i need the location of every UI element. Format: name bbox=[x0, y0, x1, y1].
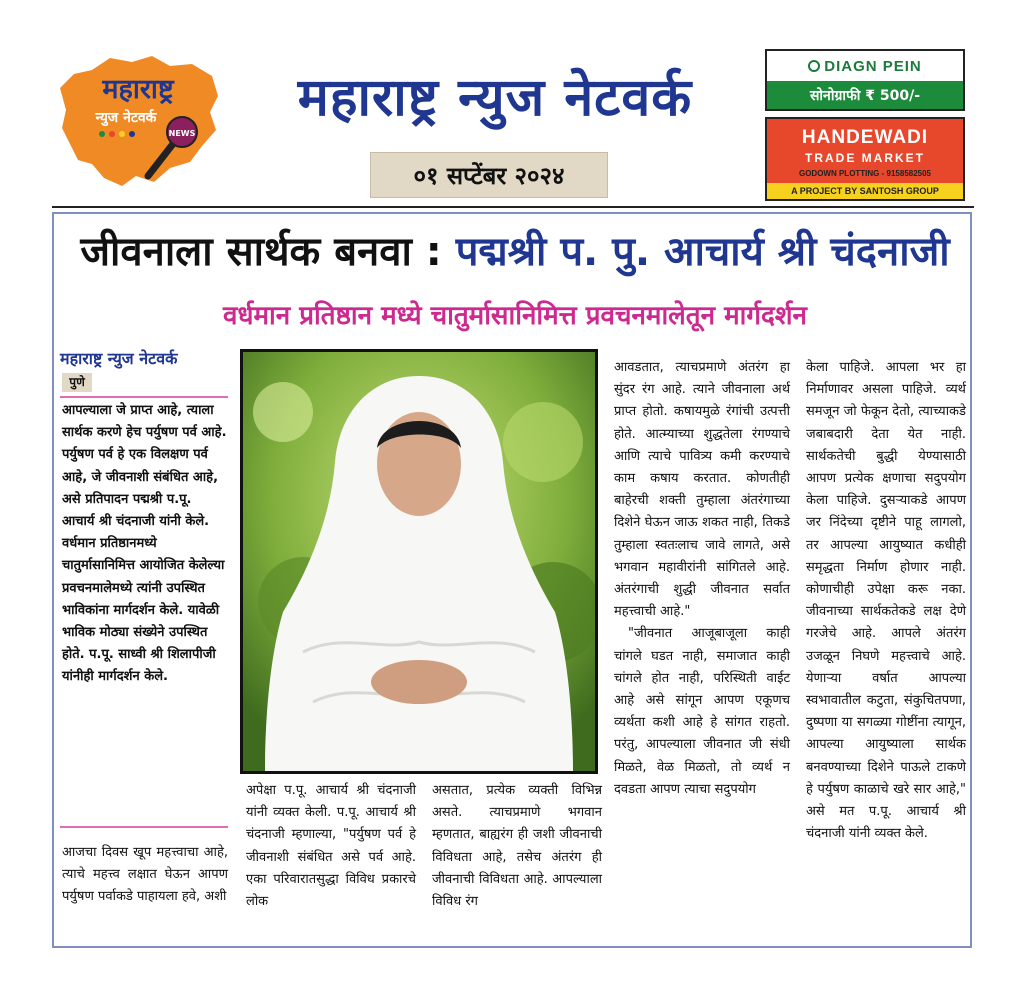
intro-paragraph: आपल्याला जे प्राप्त आहे, त्याला सार्थक करणे हेच पर्युषण पर्व आहे. पर्युषण पर्व हे एक विलक्षण पर्व आहे, जे जीवनाशी संबंधित आहे, असे प्रतिपादन पद्मश्री प.पू. आचार्य श्री चंदनाजी यांनी केले. वर्धमान प्रतिष्ठानमध्ये चातुर्मासानिमित्त आयोजित केलेल्या प्रवचनमालेमध्ये त्यांनी उपस्थित भाविकांना मार्गदर्शन केले. यावेळी भाविक मोठ्या संख्येने उपस्थित होते. प.पू. साध्वी श्री शिलापीजी यांनीही मार्गदर्शन केले. bbox=[62, 403, 227, 685]
article-photo bbox=[240, 349, 598, 774]
column-4-text bbox=[614, 357, 790, 801]
column-1-paragraph: आजचा दिवस खूप महत्त्वाचा आहे, त्याचे महत्त्व लक्षात घेऊन आपण पर्युषण पर्वाकडे पाहायला हवे, अशी bbox=[62, 845, 228, 905]
column-5-paragraph: केला पाहिजे. आपला भर हा निर्माणावर असला पाहिजे. व्यर्थ समजून जो फेकून देतो, त्याच्याकडे जबाबदारी देता येत नाही. सार्थकतेची बुद्धी येण्यासाठी आपण प्रत्येक क्षणाचा सदुपयोग केला पाहिजे. दुसऱ्याकडे आपण जर निंदेच्या दृष्टीने पाहू लागलो, तर आपल्या आयुष्यात कधीही समृद्धता निर्माण होणार नाही. कोणाचीही उपेक्षा करू नका. जीवनाच्या सार्थकतेकडे लक्ष देणे गरजेचे आहे. आपले अंतरंग उजळून निघणे महत्त्वाचे आहे. येणाऱ्या वर्षात आपल्या स्वभावातील कटुता, संकुचितपणा, दुष्पणा या सगळ्या गोष्टींना त्यागून, आपल्या आयुष्याला सार्थक बनवण्याच्या दिशेने पाऊले टाकणे हे पर्युषण काळाचे खरे सार आहे," असे मत प.पू. आचार्य श्री चंदनाजी यांनी व्यक्त केले. bbox=[806, 360, 966, 842]
ad-diagnopein-offer: सोनोग्राफी ₹ 500/- bbox=[767, 81, 963, 109]
headline-main: जीवनाला सार्थक बनवा : bbox=[80, 229, 456, 275]
column-3-text bbox=[432, 780, 602, 913]
column-4-paragraph-1: आवडतात, त्याचप्रमाणे अंतरंग हा सुंदर रंग आहे. त्याने जीवनाला अर्थ प्राप्त होतो. कषायमुळे रंगांची उत्पत्ती होते. आत्म्याच्या शुद्धतेला रंगण्याचे आणि त्याचे पावित्र्य कमी करण्याचे काम कषाय करतात. कोणतीही बाहेरची शक्ती तुम्हाला अंतरंगाच्या दिशेने घेऊन जाऊ शकत नाही, तिकडे तुम्हाला स्वतःलाच जावे लागते, असे भगवान महावीरांनी सांगितले आहे. अंतरंगाची शुद्धी जीवनात सर्वात महत्त्वाची आहे." bbox=[614, 360, 790, 620]
column-1-text bbox=[62, 842, 228, 909]
column-2-text bbox=[246, 780, 416, 913]
ad-handewadi-title: HANDEWADI bbox=[801, 127, 929, 148]
ad-diagnopein-brand: DIAGN PEIN bbox=[824, 57, 922, 75]
intro-top-rule bbox=[60, 396, 228, 398]
column-5-text bbox=[806, 357, 966, 845]
logo-title: महाराष्ट्र bbox=[102, 74, 174, 105]
logo-subtitle: न्युज नेटवर्क bbox=[95, 110, 157, 126]
subheadline: वर्धमान प्रतिष्ठान मध्ये चातुर्मासानिमित्त प्रवचनमालेतून मार्गदर्शन bbox=[223, 301, 807, 331]
edition-date: ०१ सप्टेंबर २०२४ bbox=[370, 152, 608, 198]
photo-illustration bbox=[243, 352, 595, 771]
ad-handewadi[interactable] bbox=[765, 117, 965, 201]
ad-handewadi-footer: A PROJECT BY SANTOSH GROUP bbox=[767, 183, 963, 199]
ad-handewadi-phone: GODOWN PLOTTING - 9158582505 bbox=[798, 169, 932, 178]
headline-name: पद्मश्री प. पु. आचार्य श्री चंदनाजी bbox=[455, 229, 950, 275]
column-3-paragraph: असतात, प्रत्येक व्यक्ती विभिन्न असते. त्याचप्रमाणे भगवान म्हणतात, बाह्यरंग ही जशी जीवनाची विविधता आहे, तसेच अंतरंग ही जीवनाची विविधता आहे. आपल्याला विविध रंग bbox=[432, 783, 602, 910]
headline bbox=[60, 222, 970, 277]
intro-bottom-rule bbox=[60, 826, 228, 828]
ad-handewadi-subtitle: TRADE MARKET bbox=[805, 151, 925, 165]
diagnopein-eye-icon bbox=[808, 60, 820, 72]
byline: महाराष्ट्र न्युज नेटवर्क bbox=[60, 349, 178, 368]
masthead-title: महाराष्ट्र न्युज नेटवर्क bbox=[297, 68, 693, 128]
mic-badge: NEWS bbox=[168, 129, 196, 138]
masthead-divider bbox=[52, 206, 974, 208]
ad-diagnopein[interactable] bbox=[765, 49, 965, 111]
ad-diagnopein-brand-row bbox=[767, 51, 963, 81]
column-4-paragraph-2: "जीवनात आजूबाजूला काही चांगले घडत नाही, समाजात काही चांगले होत नाही, परिस्थिती वाईट आहे असे सांगून आपण एकूणच व्यर्थता कशी आहे हे सांगत राहतो. परंतु, आपल्याला जीवनात जी संधी मिळते, वेळ मिळतो, तो व्यर्थ न दवडता आपण त्याचा सदुपयोग bbox=[614, 626, 790, 797]
dateline-city: पुणे bbox=[62, 373, 92, 392]
maharashtra-map-logo-icon bbox=[52, 50, 224, 190]
column-2-paragraph: अपेक्षा प.पू. आचार्य श्री चंदनाजी यांनी व्यक्त केली. प.पू. आचार्य श्री चंदनाजी म्हणाल्या, "पर्युषण पर्व हे जीवनाशी संबंधित असे पर्व आहे. एका परिवारातसुद्धा विविध प्रकारचे लोक bbox=[246, 783, 416, 910]
